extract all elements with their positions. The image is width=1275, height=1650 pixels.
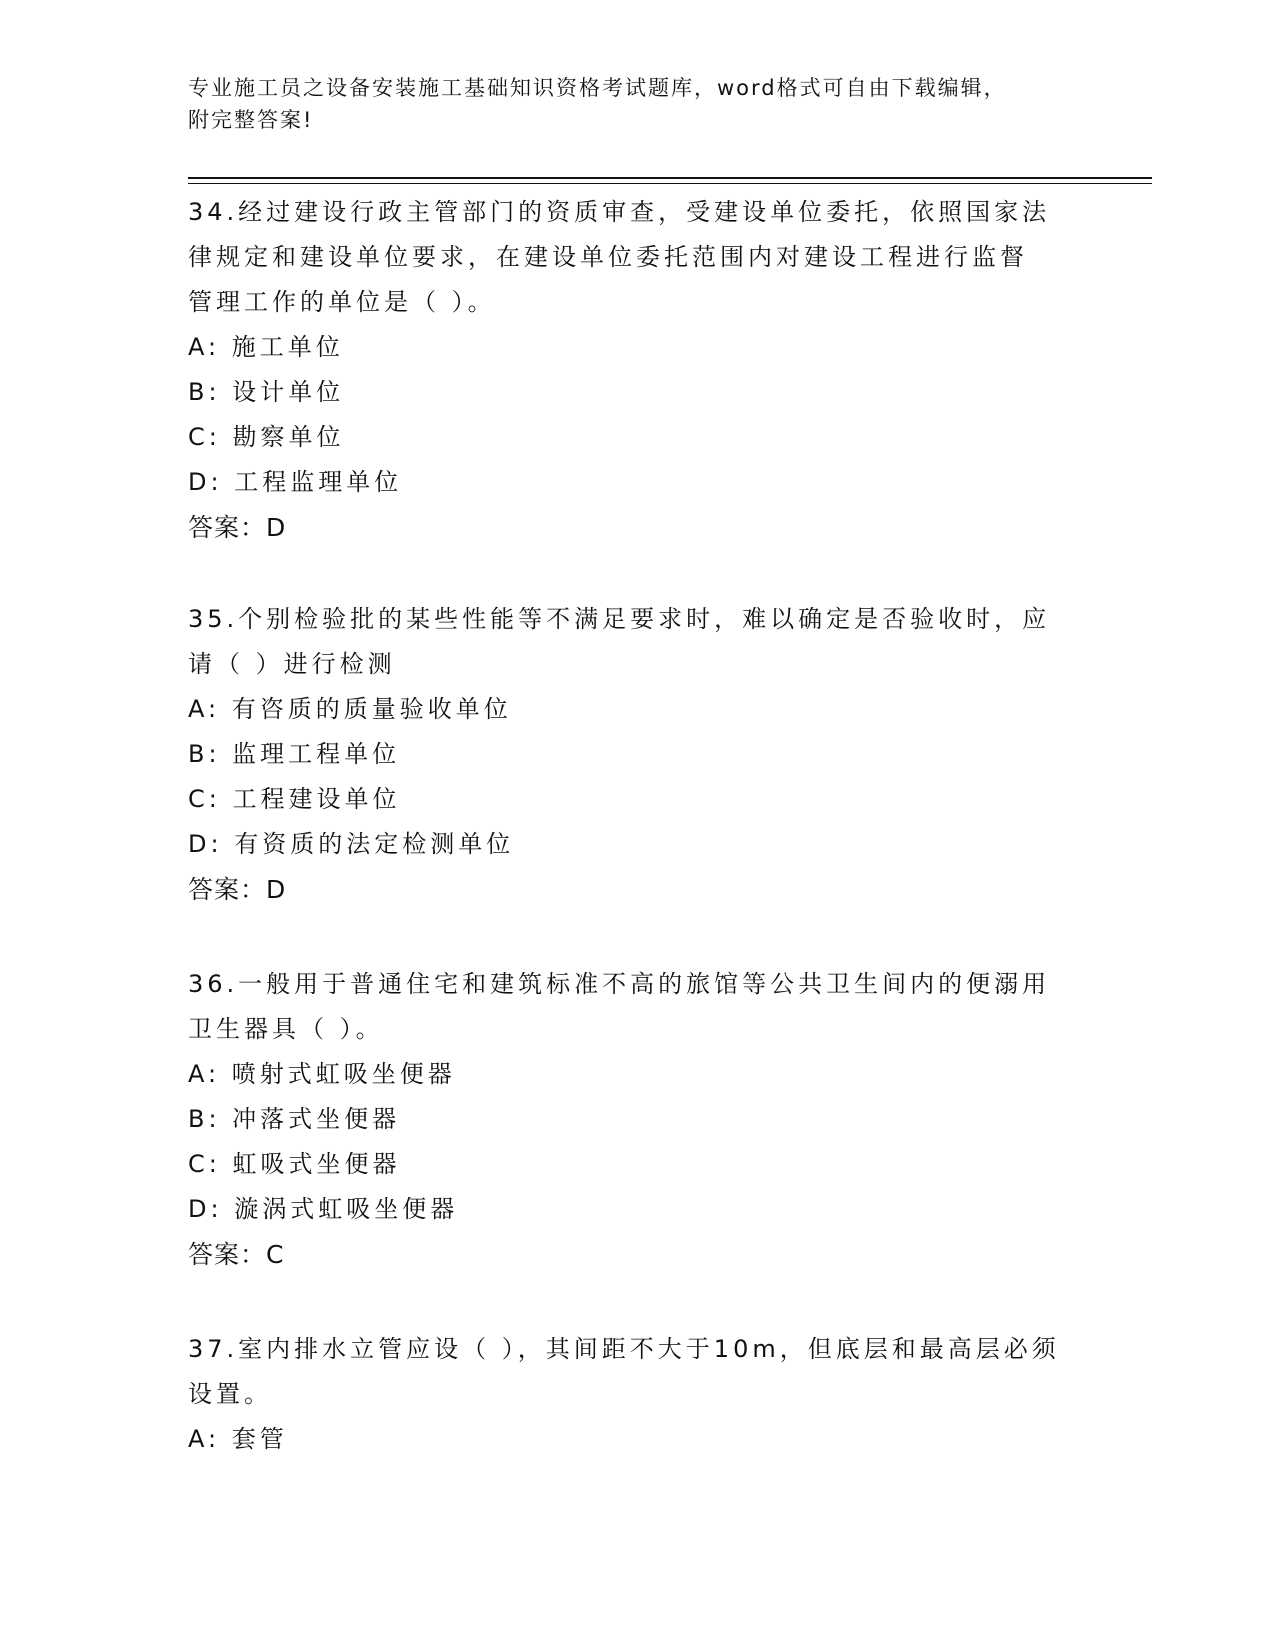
question-stem xyxy=(188,190,1088,325)
question-36 xyxy=(188,962,1088,1277)
question-stem xyxy=(188,597,1088,687)
document-header xyxy=(188,72,1088,136)
stem-line: 卫生器具（ ）。 xyxy=(188,1015,384,1043)
answer: 答案：D xyxy=(188,875,287,904)
stem-line: 36.一般用于普通住宅和建筑标准不高的旅馆等公共卫生间内的便溺用 xyxy=(188,970,1051,998)
option-c: C: 虹吸式坐便器 xyxy=(188,1150,401,1178)
header-rule-thick xyxy=(188,177,1152,179)
option-d: D: 有资质的法定检测单位 xyxy=(188,830,515,858)
question-35 xyxy=(188,597,1088,912)
option-b: B: 冲落式坐便器 xyxy=(188,1105,401,1133)
stem-line: 请（ ）进行检测 xyxy=(188,650,396,678)
question-stem xyxy=(188,1327,1088,1417)
option-c: C: 工程建设单位 xyxy=(188,785,401,813)
option-a: A: 有咨质的质量验收单位 xyxy=(188,695,512,723)
answer: 答案：D xyxy=(188,513,287,542)
stem-line: 设置。 xyxy=(188,1380,272,1408)
option-a: A: 喷射式虹吸坐便器 xyxy=(188,1060,456,1088)
stem-line: 34.经过建设行政主管部门的资质审查，受建设单位委托，依照国家法 xyxy=(188,198,1051,226)
option-b: B: 设计单位 xyxy=(188,378,345,406)
option-b: B: 监理工程单位 xyxy=(188,740,401,768)
option-c: C: 勘察单位 xyxy=(188,423,345,451)
stem-line: 35.个别检验批的某些性能等不满足要求时，难以确定是否验收时，应 xyxy=(188,605,1051,633)
header-line-2: 附完整答案! xyxy=(188,108,314,132)
answer: 答案：C xyxy=(188,1240,285,1269)
stem-line: 律规定和建设单位要求，在建设单位委托范围内对建设工程进行监督 xyxy=(188,243,1028,271)
header-line-1: 专业施工员之设备安装施工基础知识资格考试题库，word格式可自由下载编辑， xyxy=(188,76,1007,100)
option-a: A: 套管 xyxy=(188,1425,288,1453)
question-37 xyxy=(188,1327,1088,1462)
question-stem xyxy=(188,962,1088,1052)
stem-line: 37.室内排水立管应设（ ），其间距不大于10m，但底层和最高层必须 xyxy=(188,1335,1060,1363)
stem-line: 管理工作的单位是（ ）。 xyxy=(188,288,496,316)
option-d: D: 漩涡式虹吸坐便器 xyxy=(188,1195,459,1223)
option-a: A: 施工单位 xyxy=(188,333,344,361)
question-34 xyxy=(188,190,1088,550)
header-rule-thin xyxy=(188,183,1152,184)
option-d: D: 工程监理单位 xyxy=(188,468,403,496)
